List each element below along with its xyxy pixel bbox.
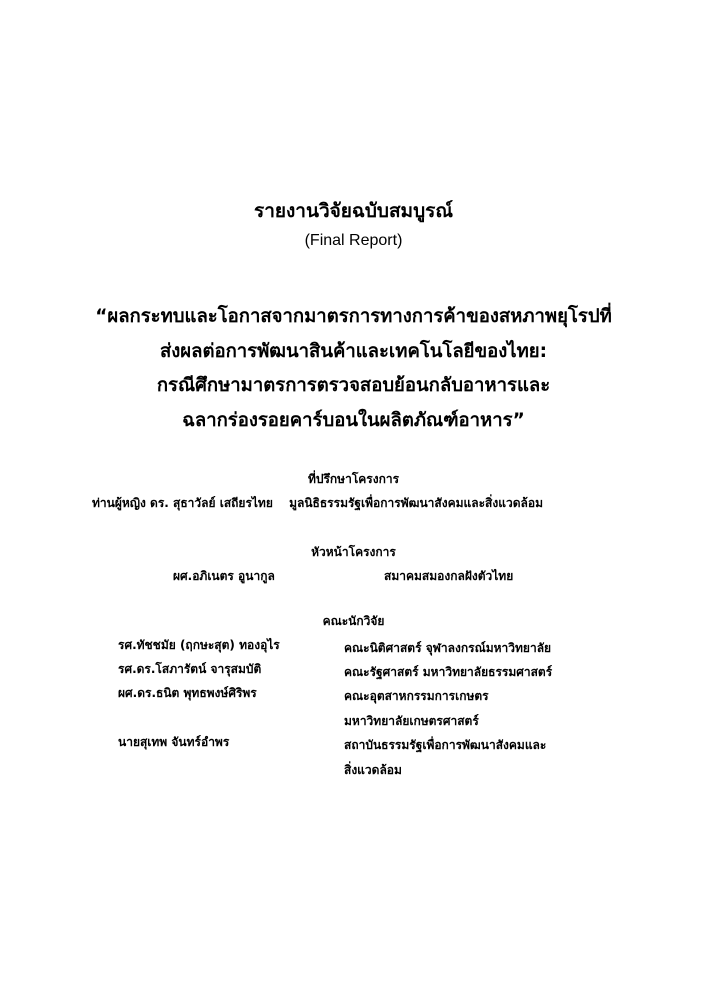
project-lead-affiliation: สมาคมสมองกลฝังตัวไทย <box>384 569 514 583</box>
team-member-name: นายสุเทพ จันทร์อำพร <box>118 735 230 749</box>
team-member-affiliation: คณะรัฐศาสตร์ มหาวิทยาลัยธรรมศาสตร์ <box>344 665 553 679</box>
report-title: รายงานวิจัยฉบับสมบูรณ์ <box>254 200 453 222</box>
team-member-affiliation: คณะนิติศาสตร์ จุฬาลงกรณ์มหาวิทยาลัย <box>344 641 552 655</box>
project-title-line: กรณีศึกษามาตรการตรวจสอบย้อนกลับอาหารและ <box>156 375 551 396</box>
advisor-name: ท่านผู้หญิง ดร. สุธาวัลย์ เสถียรไทย <box>92 496 273 510</box>
project-title-line: ส่งผลต่อการพัฒนาสินค้าและเทคโนโลยีของไทย: <box>159 340 548 362</box>
project-title-line: “ผลกระทบและโอกาสจากมาตรการทางการค้าของสหภาพยุโรปที่ <box>95 306 612 327</box>
project-title <box>0 300 707 438</box>
team-member-affiliation: คณะอุตสาหกรรมการเกษตร มหาวิทยาลัยเกษตรศาสตร์ <box>344 689 489 728</box>
project-lead-heading: หัวหน้าโครงการ <box>311 545 396 559</box>
team-member-affiliation: สถาบันธรรมรัฐเพื่อการพัฒนาสังคมและ สิ่งแวดล้อม <box>344 738 547 777</box>
project-title-line: ฉลากร่องรอยคาร์บอนในผลิตภัณฑ์อาหาร” <box>182 409 525 431</box>
advisor-heading: ที่ปรึกษาโครงการ <box>307 472 400 486</box>
team-member-name: รศ.ทัชชมัย (ฤกษะสุต) ทองอุไร <box>118 638 280 652</box>
project-lead-name: ผศ.อภิเนตร อูนากูล <box>173 569 275 583</box>
team-member-name: ผศ.ดร.ธนิต พุทธพงษ์ศิริพร <box>118 686 257 700</box>
team-member-name: รศ.ดร.โสภารัตน์ จารุสมบัติ <box>118 662 262 676</box>
advisor-affiliation: มูลนิธิธรรมรัฐเพื่อการพัฒนาสังคมและสิ่งแวดล้อม <box>289 496 543 510</box>
report-subtitle: (Final Report) <box>304 232 403 249</box>
advisor-row <box>92 494 543 513</box>
research-team-heading: คณะนักวิจัย <box>322 614 385 628</box>
